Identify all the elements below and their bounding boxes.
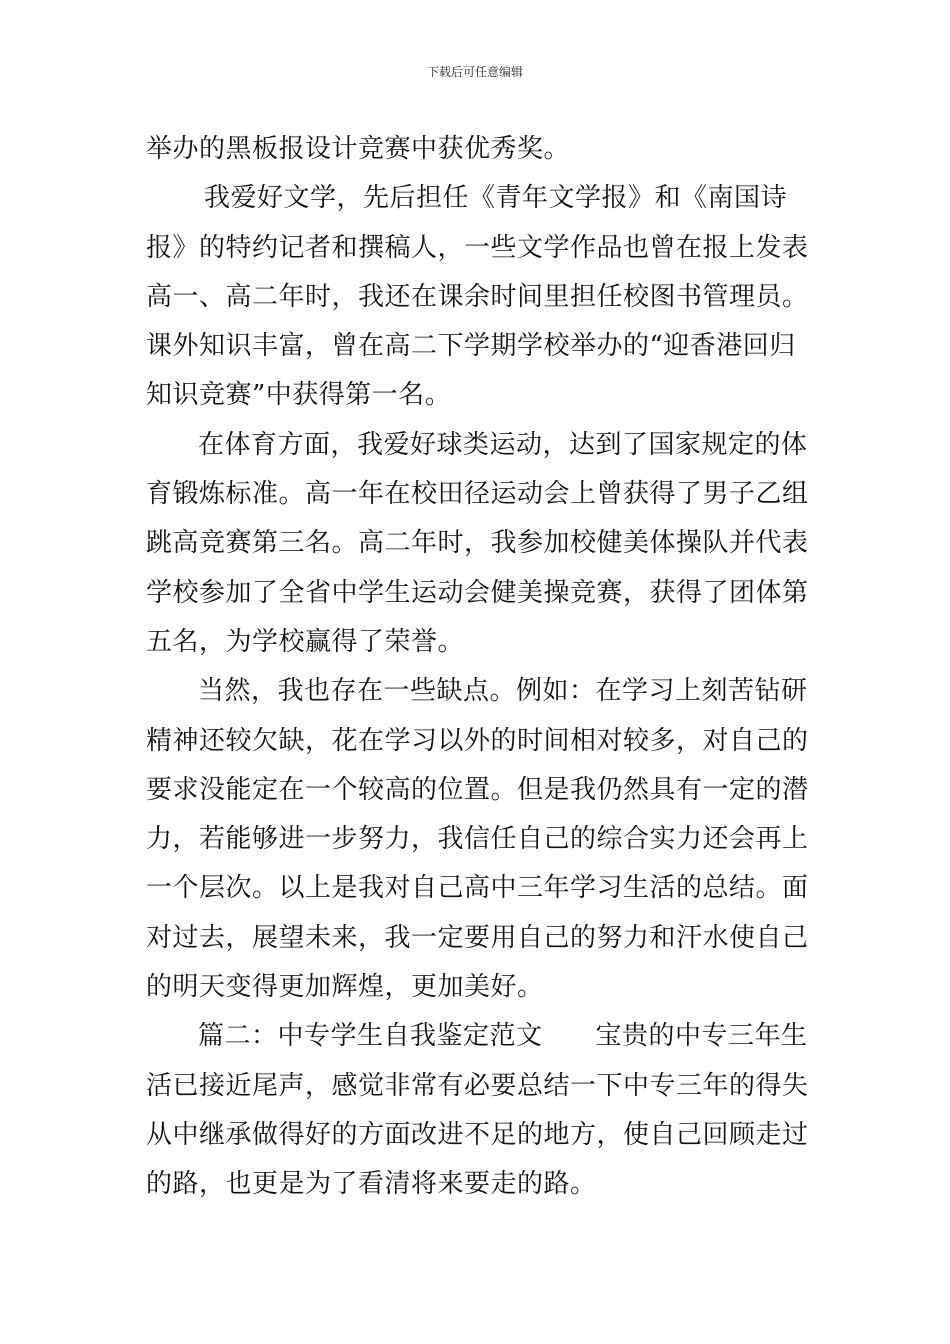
- document-body: [146, 125, 808, 1210]
- text-line: 举办的黑板报设计竞赛中获优秀奖。: [146, 134, 571, 164]
- text-line: 一个层次。以上是我对自己高中三年学习生活的总结。面: [146, 873, 809, 904]
- text-line: 的路，也更是为了看清将来要走的路。: [146, 1169, 597, 1200]
- text-line: 在体育方面，我爱好球类运动，达到了国家规定的体: [198, 429, 808, 460]
- text-line: 五名，为学校赢得了荣誉。: [146, 626, 465, 657]
- page-header: 下载后可任意编辑: [426, 65, 523, 79]
- text-line: 报》的特约记者和撰稿人，一些文学作品也曾在报上发表: [146, 232, 809, 263]
- text-line: 课外知识丰富，曾在高二下学期学校举办的“迎香港回归: [146, 331, 796, 362]
- text-line: 育锻炼标准。高一年在校田径运动会上曾获得了男子乙组: [146, 479, 809, 510]
- text-line: 篇二：中专学生自我鉴定范文 宝贵的中专三年生: [198, 1021, 808, 1052]
- text-line: 力，若能够进一步努力，我信任自己的综合实力还会再上: [146, 824, 809, 855]
- text-line: 从中继承做得好的方面改进不足的地方，使自己回顾走过: [146, 1119, 809, 1150]
- text-line: 对过去，展望未来，我一定要用自己的努力和汗水使自己: [146, 922, 809, 953]
- text-line: 当然，我也存在一些缺点。例如：在学习上刻苦钻研: [198, 676, 808, 707]
- text-line: 知识竞赛”中获得第一名。: [146, 380, 452, 411]
- text-line: 我爱好文学，先后担任《青年文学报》和《南国诗: [204, 183, 788, 214]
- text-line: 高一、高二年时，我还在课余时间里担任校图书管理员。: [146, 281, 809, 312]
- text-line: 精神还较欠缺，花在学习以外的时间相对较多，对自己的: [146, 725, 809, 756]
- text-line: 活已接近尾声，感觉非常有必要总结一下中专三年的得失: [146, 1070, 809, 1101]
- text-line: 学校参加了全省中学生运动会健美操竞赛，获得了团体第: [146, 577, 809, 608]
- text-line: 跳高竞赛第三名。高二年时，我参加校健美体操队并代表: [146, 528, 809, 559]
- text-line: 的明天变得更加辉煌，更加美好。: [146, 972, 544, 1003]
- text-line: 要求没能定在一个较高的位置。但是我仍然具有一定的潜: [146, 774, 809, 805]
